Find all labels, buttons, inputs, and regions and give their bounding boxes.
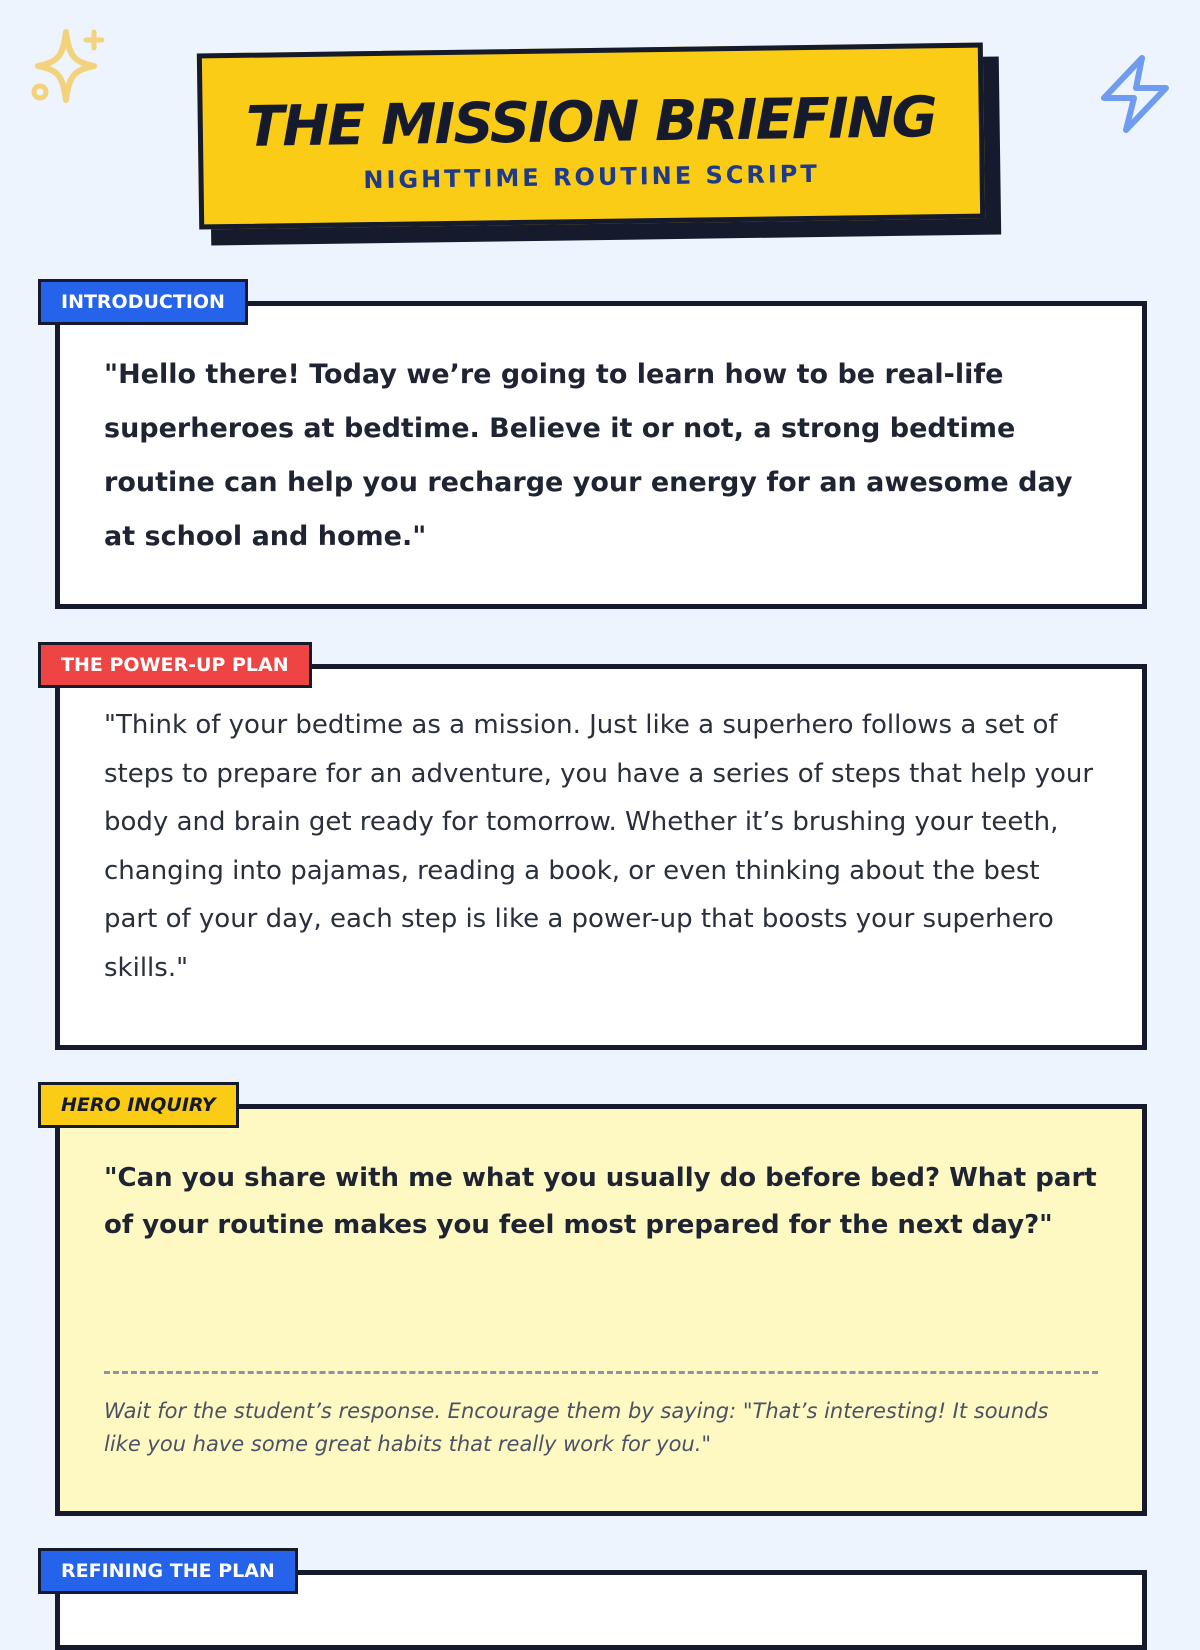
introduction-card [55, 291, 1147, 609]
power-up-text: "Think of your bedtime as a mission. Just like a superhero follows a set of steps to prepare for an adventure, you have a series of steps that help your body and brain get ready for tomorrow. Whether it’s brushing your teeth, changing into pajamas, reading a book, or even thinking about the best part of your day, each step is like a power-up that boosts your superhero skills." [104, 710, 1094, 983]
introduction-text: "Hello there! Today we’re going to learn how to be real-life superheroes at bedtime. Believe it or not, a strong bedtime routine can help you recharge your energy for an awesome day at school and home." [104, 359, 1073, 552]
hero-inquiry-label: HERO INQUIRY [38, 1082, 239, 1128]
hero-inquiry-note: Wait for the student’s response. Encourage them by saying: "That’s interesting! It sounds like you have some great habits that really work for you." [104, 1399, 1049, 1456]
page-subtitle: NIGHTTIME ROUTINE SCRIPT [363, 159, 820, 195]
hero-inquiry-card [55, 1094, 1147, 1516]
power-up-card [55, 654, 1147, 1050]
lightning-bolt-icon [1098, 54, 1172, 134]
power-up-label: THE POWER-UP PLAN [38, 642, 312, 688]
refining-card [55, 1560, 1147, 1650]
sparkle-icon [26, 26, 108, 108]
hero-inquiry-question: "Can you share with me what you usually do before bed? What part of your routine makes you feel most prepared for the next day?" [104, 1163, 1097, 1240]
header-banner [198, 48, 1004, 244]
dashed-divider [104, 1371, 1098, 1374]
banner-panel [197, 43, 985, 230]
refining-label: REFINING THE PLAN [38, 1548, 298, 1594]
introduction-label: INTRODUCTION [38, 279, 248, 325]
page-title: THE MISSION BRIEFING [245, 85, 937, 160]
